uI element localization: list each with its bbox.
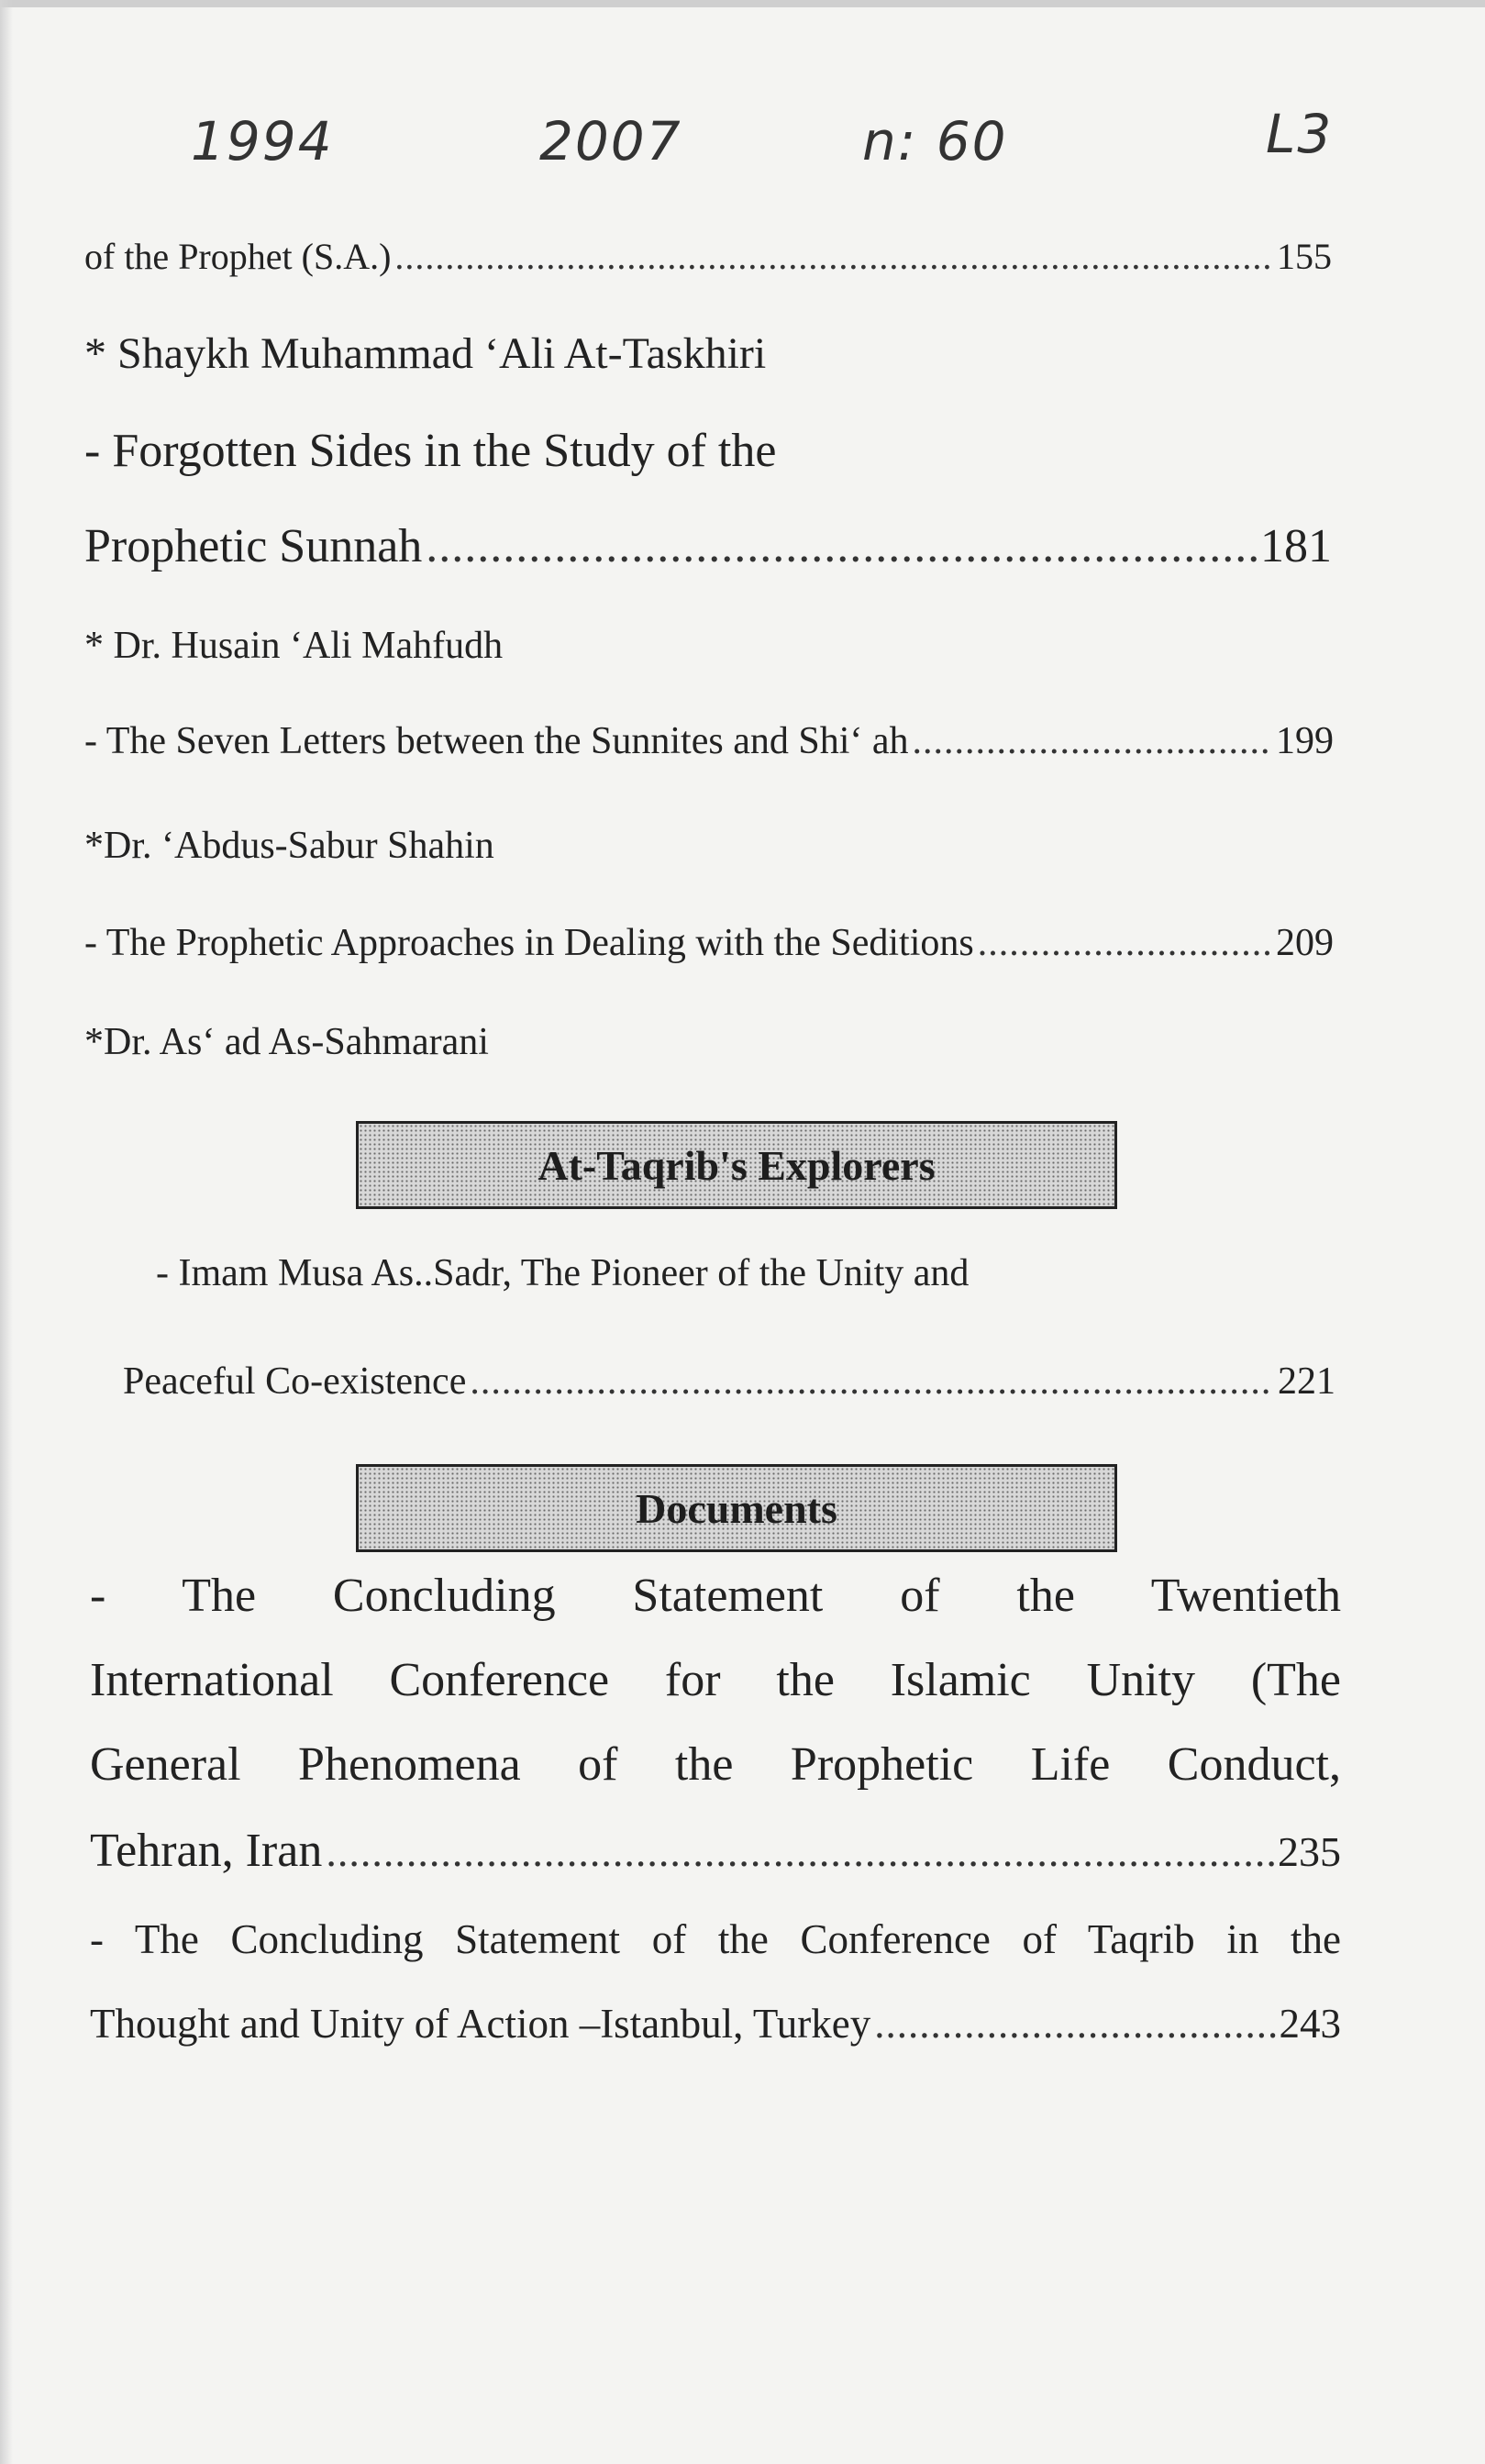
toc-entry-title: - The Seven Letters between the Sunnites and Shi‘ ah <box>84 720 909 762</box>
toc-entry-title: - Imam Musa As..Sadr, The Pioneer of the Unity and <box>156 1252 970 1294</box>
toc-entry-title: - The Concluding Statement of the Twentieth <box>90 1570 1341 1622</box>
leader-dots <box>978 921 1272 965</box>
section-heading-text: Documents <box>636 1484 837 1532</box>
leader-dots <box>426 519 1257 573</box>
toc-author: * Dr. Husain ‘Ali Mahfudh <box>84 625 504 667</box>
section-heading-documents <box>356 1464 1117 1552</box>
section-heading-text: At-Taqrib's Explorers <box>537 1141 936 1189</box>
toc-entry-page: 181 <box>1260 520 1332 572</box>
toc-entry-page: 243 <box>1279 2001 1341 2047</box>
toc-entry-title: - The Concluding Statement of the Conference of Taqrib in the <box>90 1916 1341 1962</box>
toc-entry-title: Tehran, Iran <box>90 1825 323 1877</box>
toc-entry-page: 221 <box>1278 1360 1335 1403</box>
toc-entry <box>123 1360 1335 1404</box>
toc-entry <box>84 719 1334 763</box>
toc-entry-page: 199 <box>1276 720 1334 762</box>
toc-author: *Dr. ‘Abdus-Sabur Shahin <box>84 825 494 867</box>
toc-entry-title: Prophetic Sunnah <box>84 520 423 572</box>
scan-shadow <box>0 0 13 2464</box>
leader-dots <box>913 719 1273 763</box>
handwritten-note-2: 2007 <box>539 110 682 172</box>
toc-entry-title: International Conference for the Islamic Unity (The <box>90 1654 1341 1706</box>
handwritten-note-1: 1994 <box>191 110 334 172</box>
leader-dots <box>394 235 1273 278</box>
handwritten-note-4: L3 <box>1266 103 1334 165</box>
toc-entry-title: Thought and Unity of Action –Istanbul, Turkey <box>90 2001 871 2047</box>
toc-entry <box>90 2000 1341 2048</box>
toc-entry-title: - The Prophetic Approaches in Dealing with the Seditions <box>84 922 974 964</box>
toc-entry-page: 235 <box>1278 1828 1341 1875</box>
section-heading-explorers <box>356 1121 1117 1209</box>
toc-entry-page: 155 <box>1277 236 1332 277</box>
scan-edge <box>0 0 1485 7</box>
leader-dots <box>874 2000 1275 2048</box>
toc-entry <box>84 235 1332 278</box>
toc-entry <box>90 1824 1341 1878</box>
leader-dots <box>470 1360 1274 1404</box>
leader-dots <box>326 1827 1274 1876</box>
toc-entry <box>84 921 1334 965</box>
toc-author: *Dr. As‘ ad As-Sahmarani <box>84 1021 489 1063</box>
toc-entry <box>84 519 1332 573</box>
toc-entry-title: Peaceful Co-existence <box>123 1360 467 1403</box>
toc-entry-title: of the Prophet (S.A.) <box>84 236 392 277</box>
toc-entry-title: - Forgotten Sides in the Study of the <box>84 425 777 477</box>
toc-entry-title: General Phenomena of the Prophetic Life Conduct, <box>90 1738 1341 1791</box>
toc-author: * Shaykh Muhammad ‘Ali At-Taskhiri <box>84 329 767 378</box>
toc-entry-page: 209 <box>1276 922 1334 964</box>
handwritten-note-3: n: 60 <box>862 110 1008 172</box>
